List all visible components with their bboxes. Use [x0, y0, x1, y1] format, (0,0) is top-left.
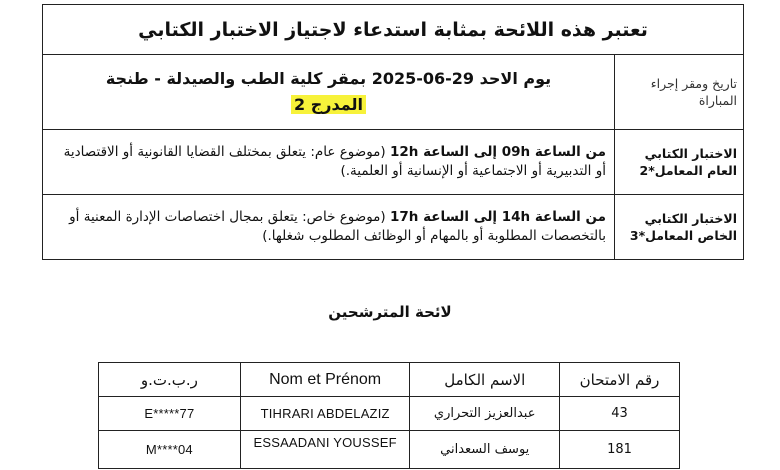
table-header-row — [99, 363, 680, 397]
candidate-list-title: لائحة المترشحين — [328, 303, 452, 321]
name-latin: ESSAADANI YOUSSEF — [240, 431, 410, 469]
special-exam-label: الاختبار الكتابي الخاص المعامل*3 — [615, 195, 744, 260]
column-header-cin: ر.ب.ت.و — [99, 363, 241, 397]
special-exam-description: (موضوع خاص: يتعلق بمجال اختصاصات الإدارة المعنية أو بالتخصصات المطلوبة أو بالمهام أو الوظائف المطلوب شغلها.) — [69, 209, 606, 244]
name-arabic: يوسف السعداني — [410, 431, 560, 469]
exam-number: 181 — [560, 431, 680, 469]
candidates-table — [98, 362, 680, 469]
special-exam-time: من الساعة 14h إلى الساعة 17h — [389, 209, 606, 225]
general-exam-label: الاختبار الكتابي العام المعامل*2 — [615, 130, 744, 195]
column-header-full-name-ar: الاسم الكامل — [410, 363, 560, 397]
general-exam-cell — [43, 130, 615, 195]
general-exam-description: (موضوع عام: يتعلق بمختلف القضايا القانونية أو الاقتصادية أو التدبيرية أو الاجتماعية أو الإنسانية أو العلمية.) — [63, 144, 606, 179]
date-location-label: تاريخ ومقر إجراء المباراة — [615, 55, 744, 130]
column-header-full-name-fr: Nom et Prénom — [240, 363, 410, 397]
cin-masked: M****04 — [99, 431, 241, 469]
name-arabic: عبدالعزيز التحراري — [410, 397, 560, 431]
exam-number: 43 — [560, 397, 680, 431]
special-exam-cell — [43, 195, 615, 260]
column-header-exam-number: رقم الامتحان — [560, 363, 680, 397]
cin-masked: E*****77 — [99, 397, 241, 431]
room-highlight: المدرج 2 — [291, 95, 366, 114]
general-exam-time: من الساعة 09h إلى الساعة 12h — [389, 144, 606, 160]
table-row — [99, 431, 680, 469]
convocation-banner: تعتبر هذه اللائحة بمثابة استدعاء لاجتياز الاختبار الكتابي — [43, 5, 744, 55]
date-location-text: يوم الاحد 29-06-2025 بمقر كلية الطب والصيدلة - طنجة — [105, 69, 552, 88]
table-row — [99, 397, 680, 431]
name-latin: TIHRARI ABDELAZIZ — [240, 397, 410, 431]
date-location-cell — [43, 55, 615, 130]
schedule-table — [42, 4, 744, 260]
